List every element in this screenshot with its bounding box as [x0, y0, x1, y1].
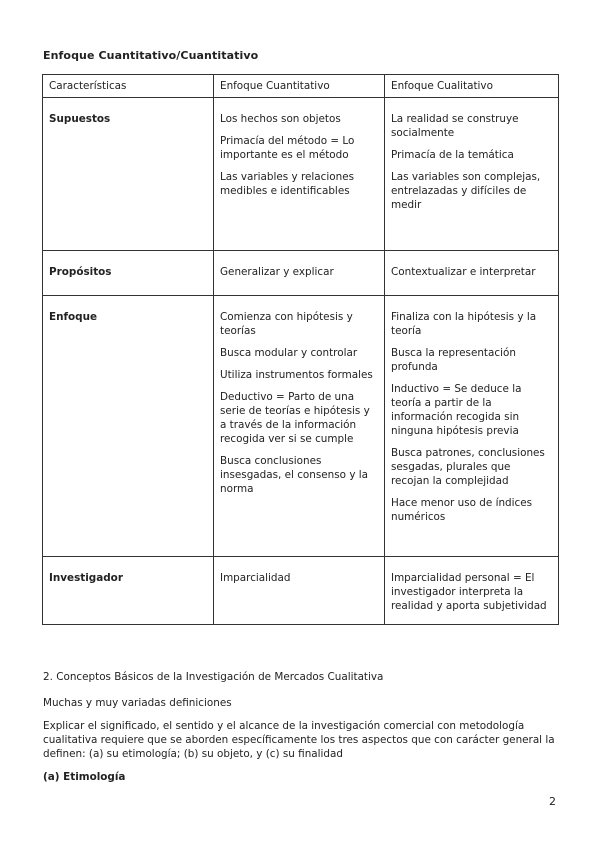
section-title: 2. Conceptos Básicos de la Investigación de Mercados Cualitativa [43, 671, 384, 683]
cell-propositos-cuantitativo [214, 251, 385, 296]
cell-text: Hace menor uso de índices numéricos [391, 497, 533, 523]
header-caracteristicas: Características [43, 75, 214, 98]
page-number: 2 [549, 795, 556, 808]
header-cualitativo: Enfoque Cualitativo [385, 75, 559, 98]
cell-text: Busca modular y controlar [220, 347, 358, 359]
cell-text: Generalizar y explicar [220, 266, 334, 278]
table-row [43, 296, 559, 557]
row-label-propositos: Propósitos [43, 251, 214, 296]
cell-text: Finaliza con la hipótesis y la teoría [391, 311, 537, 337]
cell-text: Imparcialidad personal = El investigador interpreta la realidad y aporta subjetividad [391, 572, 547, 612]
section-2 [43, 670, 558, 793]
paragraph: Explicar el significado, el sentido y el alcance de la investigación comercial con metodología cualitativa requiere que se aborden específicamente los tres aspectos que con carácter general la definen: (a) su etimología; (b) su objeto, y (c) su finalidad [43, 720, 555, 760]
cell-supuestos-cualitativo [385, 98, 559, 251]
cell-investigador-cualitativo [385, 557, 559, 625]
comparison-table [42, 74, 559, 625]
cell-enfoque-cualitativo [385, 296, 559, 557]
row-label-supuestos: Supuestos [43, 98, 214, 251]
cell-text: Inductivo = Se deduce la teoría a partir de la información recogida sin ninguna hipótesis previa [391, 383, 522, 437]
row-label-enfoque: Enfoque [43, 296, 214, 557]
cell-text: Primacía del método = Lo importante es el método [220, 135, 355, 161]
cell-enfoque-cuantitativo [214, 296, 385, 557]
table-row [43, 98, 559, 251]
cell-text: Utiliza instrumentos formales [220, 369, 373, 381]
cell-supuestos-cuantitativo [214, 98, 385, 251]
cell-text: Los hechos son objetos [220, 113, 341, 125]
cell-text: La realidad se construye socialmente [391, 113, 519, 139]
cell-text: Imparcialidad [220, 572, 291, 584]
cell-text: Las variables y relaciones medibles e identificables [220, 171, 354, 197]
table-header-row [43, 75, 559, 98]
cell-text: Busca conclusiones insesgadas, el consenso y la norma [220, 455, 369, 495]
cell-text: Deductivo = Parto de una serie de teorías e hipótesis y a través de la información recogida ver si se cumple [220, 391, 370, 445]
cell-text: Contextualizar e interpretar [391, 266, 536, 278]
cell-text: Comienza con hipótesis y teorías [220, 311, 353, 337]
table-row [43, 251, 559, 296]
cell-text: Las variables son complejas, entrelazadas y difíciles de medir [391, 171, 541, 211]
cell-text: Primacía de la temática [391, 149, 514, 161]
cell-investigador-cuantitativo [214, 557, 385, 625]
subheading-etimologia: (a) Etimología [43, 771, 126, 783]
cell-text: Busca la representación profunda [391, 347, 516, 373]
header-cuantitativo: Enfoque Cuantitativo [214, 75, 385, 98]
page-heading: Enfoque Cuantitativo/Cuantitativo [43, 49, 259, 62]
table-row [43, 557, 559, 625]
row-label-investigador: Investigador [43, 557, 214, 625]
paragraph: Muchas y muy variadas definiciones [43, 697, 232, 709]
cell-propositos-cualitativo [385, 251, 559, 296]
cell-text: Busca patrones, conclusiones sesgadas, plurales que recojan la complejidad [391, 447, 545, 487]
